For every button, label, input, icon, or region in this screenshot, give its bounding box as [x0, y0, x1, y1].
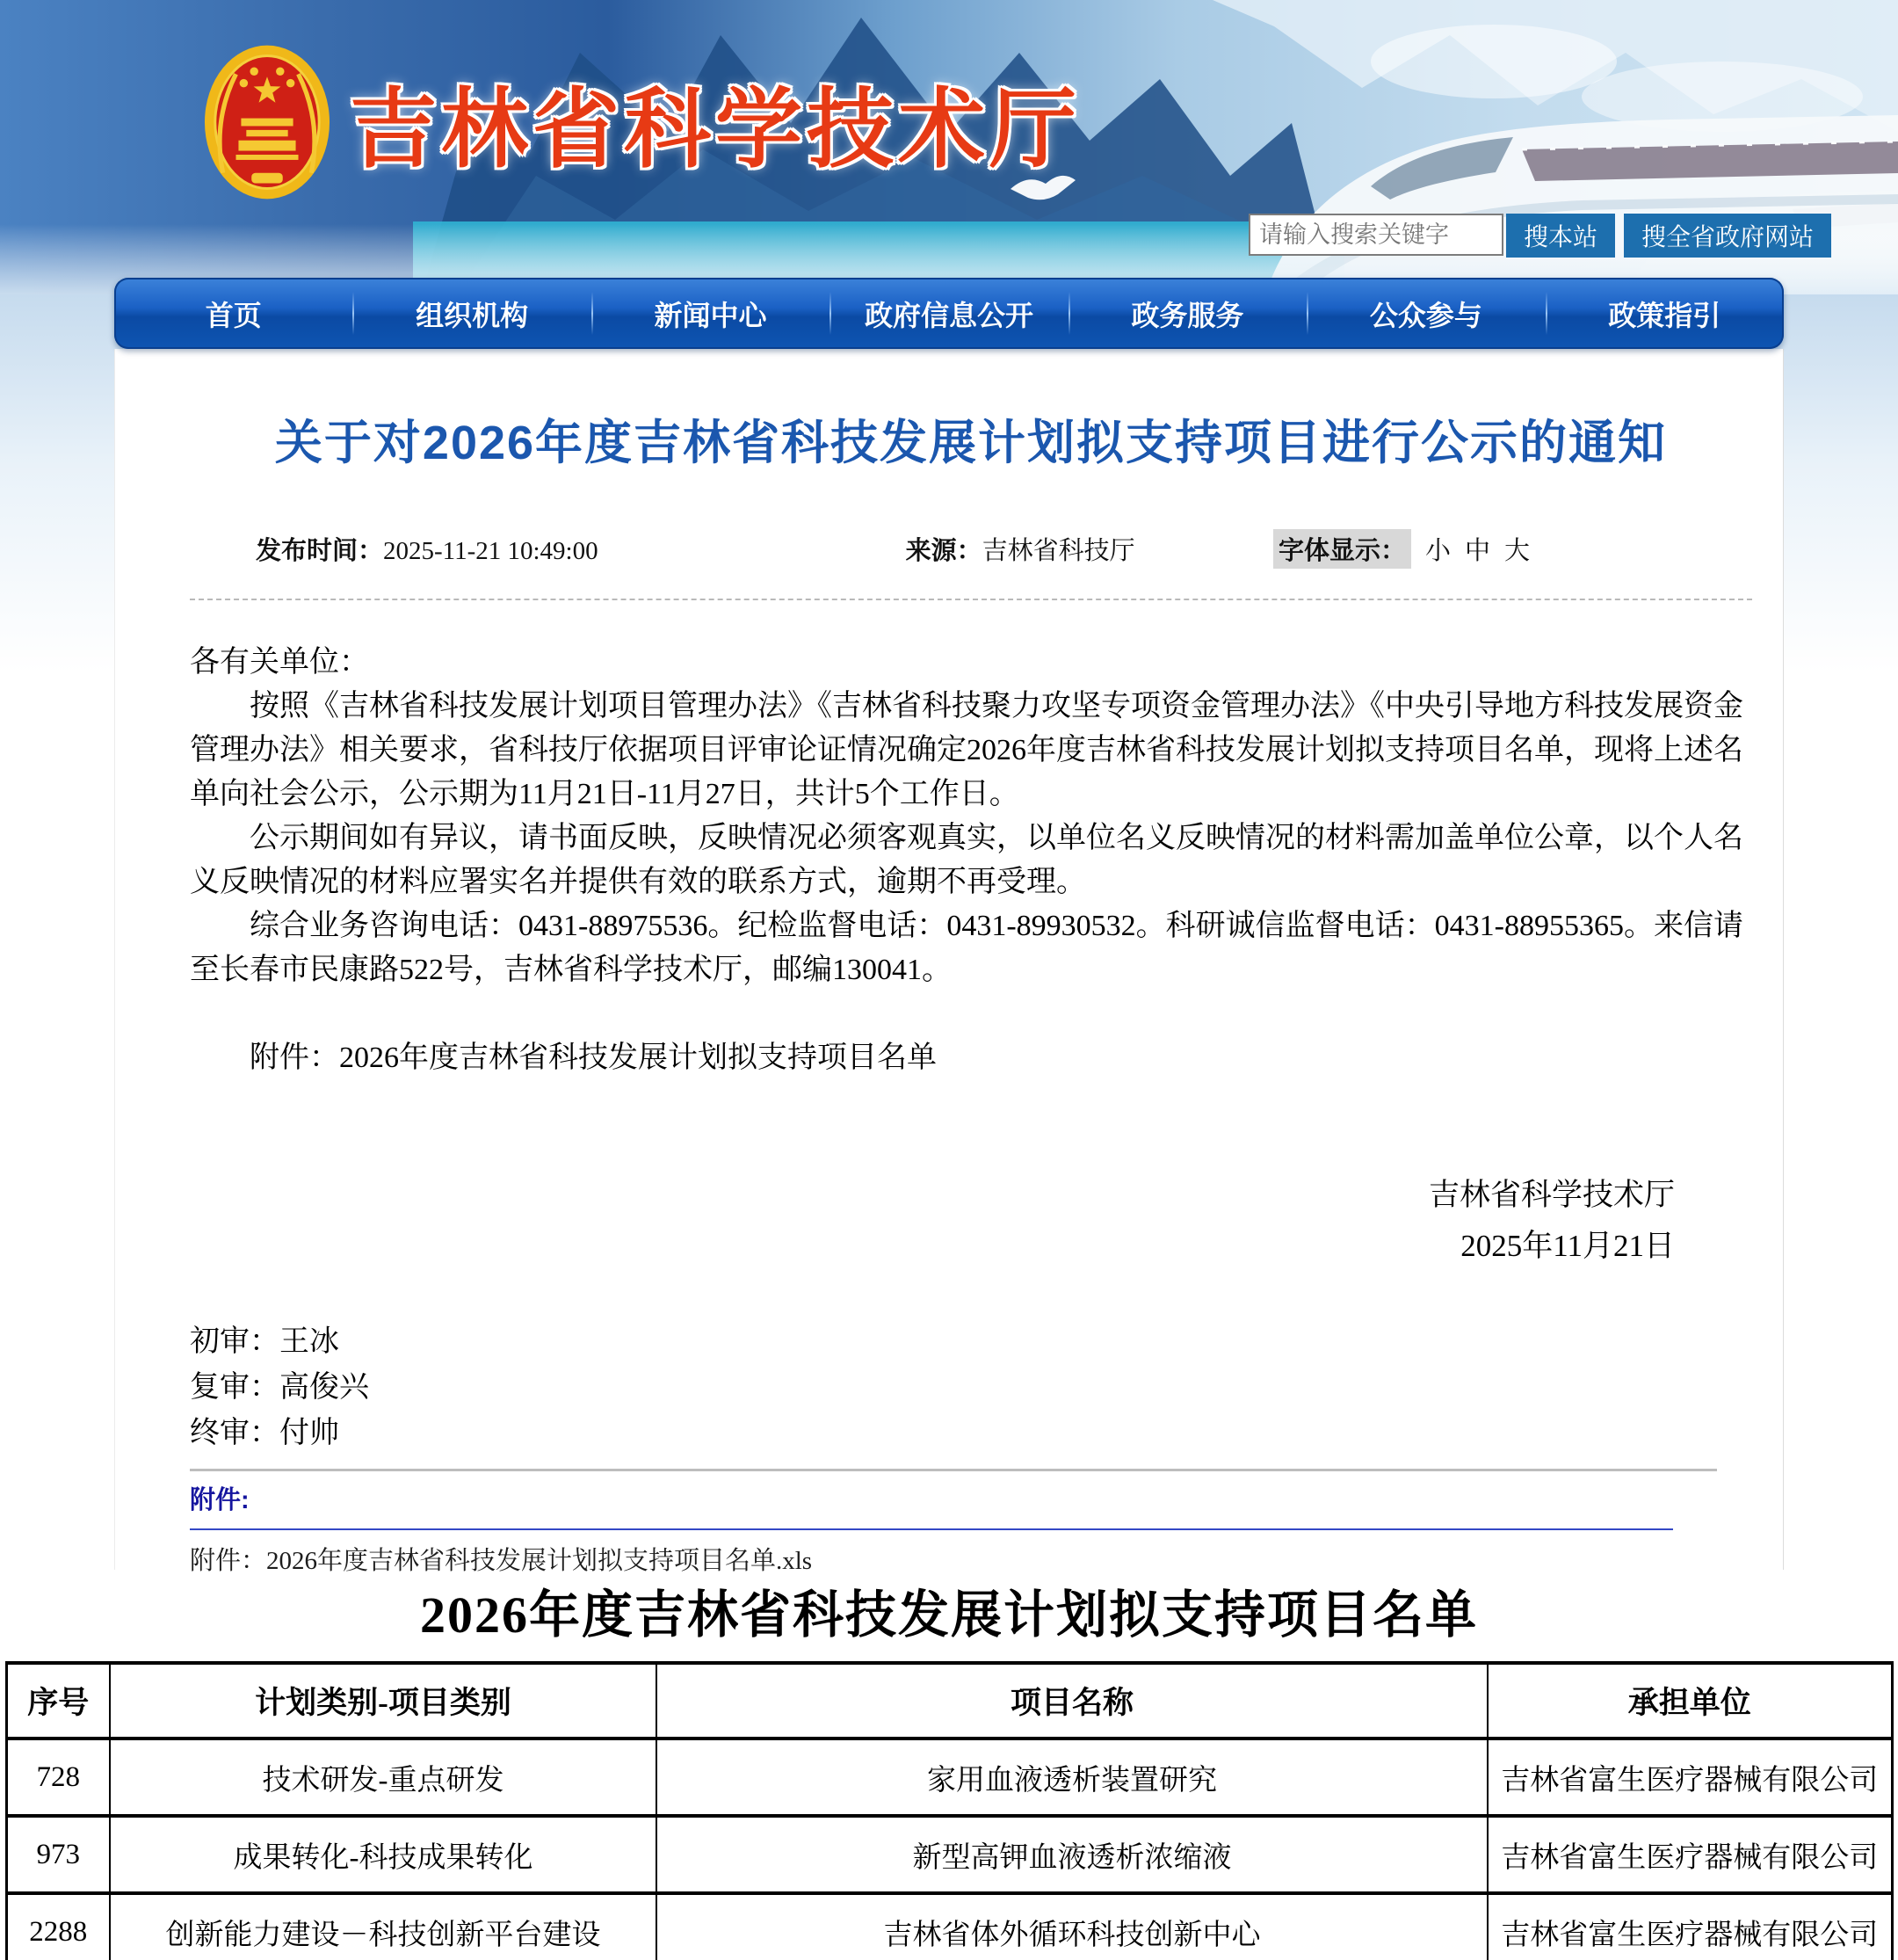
nav-item-policy[interactable]: 政策指引: [1546, 278, 1784, 349]
publish-time: [256, 531, 598, 567]
attachments-label: 附件:: [190, 1486, 250, 1514]
site-title: 吉林省科学技术厅: [350, 80, 1081, 178]
article-source: [906, 531, 1135, 567]
main-nav: [114, 278, 1784, 349]
font-size-small[interactable]: 小: [1424, 537, 1451, 565]
cell-cat: 创新能力建设－科技创新平台建设: [110, 1893, 656, 1960]
nav-item-home[interactable]: 首页: [205, 299, 262, 331]
project-table-section: [0, 1570, 1898, 1960]
font-size-switcher: [1273, 529, 1530, 569]
source-value: 吉林省科技厅: [982, 537, 1135, 565]
nav-item-gov-info[interactable]: 政府信息公开: [829, 278, 1068, 349]
article-title: 关于对2026年度吉林省科技发展计划拟支持项目进行公示的通知: [274, 417, 1668, 469]
signature-org: 吉林省科学技术厅: [1428, 1178, 1675, 1212]
banner: [0, 0, 1898, 294]
project-table-title: 2026年度吉林省科技发展计划拟支持项目名单: [419, 1586, 1478, 1644]
article-body: [190, 641, 1752, 992]
search-gov-button[interactable]: 搜全省政府网站: [1624, 214, 1831, 258]
gray-divider: [190, 1469, 1717, 1471]
font-size-large[interactable]: 大: [1503, 537, 1530, 565]
article-meta: [190, 529, 1752, 569]
source-label: 来源：: [905, 537, 982, 565]
article-container: [114, 349, 1784, 1575]
reviewers-block: [190, 1319, 1752, 1456]
paragraph-salutation: 各有关单位：: [190, 646, 369, 679]
cell-org: 吉林省富生医疗器械有限公司: [1488, 1816, 1892, 1893]
cell-no: 728: [6, 1739, 110, 1816]
search-site-button[interactable]: 搜本站: [1506, 214, 1615, 258]
cell-name: 新型高钾血液透析浓缩液: [656, 1816, 1488, 1893]
publish-time-label: 发布时间：: [256, 537, 384, 565]
reviewer-first: 初审：王冰: [190, 1325, 339, 1358]
cell-cat: 成果转化-科技成果转化: [110, 1816, 656, 1893]
attachment-file-link[interactable]: 附件：2026年度吉林省科技发展计划拟支持项目名单.xls: [190, 1547, 813, 1575]
cell-org: 吉林省富生医疗器械有限公司: [1488, 1893, 1892, 1960]
font-size-medium[interactable]: 中: [1464, 537, 1490, 565]
cell-cat: 技术研发-重点研发: [110, 1739, 656, 1816]
publish-time-value: 2025-11-21 10:49:00: [383, 537, 598, 565]
search-input[interactable]: [1249, 214, 1503, 256]
reviewer-second: 复审：高俊兴: [190, 1371, 369, 1404]
reviewer-final: 终审：付帅: [190, 1417, 339, 1449]
nav-item-organization[interactable]: 组织机构: [352, 278, 590, 349]
search-bar: [1249, 214, 1831, 258]
cell-name: 吉林省体外循环科技创新中心: [656, 1893, 1488, 1960]
projects-table: [5, 1661, 1894, 1960]
cell-no: 2288: [6, 1893, 110, 1960]
cell-org: 吉林省富生医疗器械有限公司: [1488, 1739, 1892, 1816]
header-cell-name: 项目名称: [656, 1663, 1488, 1739]
paragraph-2: 公示期间如有异议，请书面反映，反映情况必须客观真实，以单位名义反映情况的材料需加盖单位公章，以个人名义反映情况的材料应署实名并提供有效的联系方式，逾期不再受理。: [190, 822, 1743, 898]
table-row: [6, 1893, 1892, 1960]
attachment-inline-text: 附件：2026年度吉林省科技发展计划拟支持项目名单: [250, 1042, 937, 1074]
table-header-row: [6, 1663, 1892, 1739]
nav-item-news[interactable]: 新闻中心: [591, 278, 829, 349]
signature-date: 2025年11月21日: [1460, 1229, 1675, 1263]
header-cell-org: 承担单位: [1488, 1663, 1892, 1739]
national-emblem-icon: [202, 42, 332, 202]
dashed-divider: [190, 599, 1752, 600]
header-cell-cat: 计划类别-项目类别: [110, 1663, 656, 1739]
nav-item-services[interactable]: 政务服务: [1069, 278, 1307, 349]
table-row: [6, 1816, 1892, 1893]
header-cell-no: 序号: [6, 1663, 110, 1739]
cell-no: 973: [6, 1816, 110, 1893]
font-size-label: 字体显示：: [1273, 529, 1411, 569]
cell-name: 家用血液透析装置研究: [656, 1739, 1488, 1816]
nav-item-participation[interactable]: 公众参与: [1307, 278, 1545, 349]
signature-block: [190, 1170, 1752, 1272]
paragraph-1: 按照《吉林省科技发展计划项目管理办法》《吉林省科技聚力攻坚专项资金管理办法》《中央引导地方科技发展资金管理办法》相关要求，省科技厅依据项目评审论证情况确定2026年度吉林省科技发展计划拟支持项目名单，现将上述名单向社会公示，公示期为11月21日-11月27日，共计5个工作日。: [190, 690, 1743, 810]
paragraph-3: 综合业务咨询电话：0431-88975536。纪检监督电话：0431-89930532。科研诚信监督电话：0431-88955365。来信请至长春市民康路522号，吉林省科学技术厅，邮编130041。: [190, 910, 1743, 986]
table-row: [6, 1739, 1892, 1816]
attachments-divider: [190, 1528, 1673, 1530]
